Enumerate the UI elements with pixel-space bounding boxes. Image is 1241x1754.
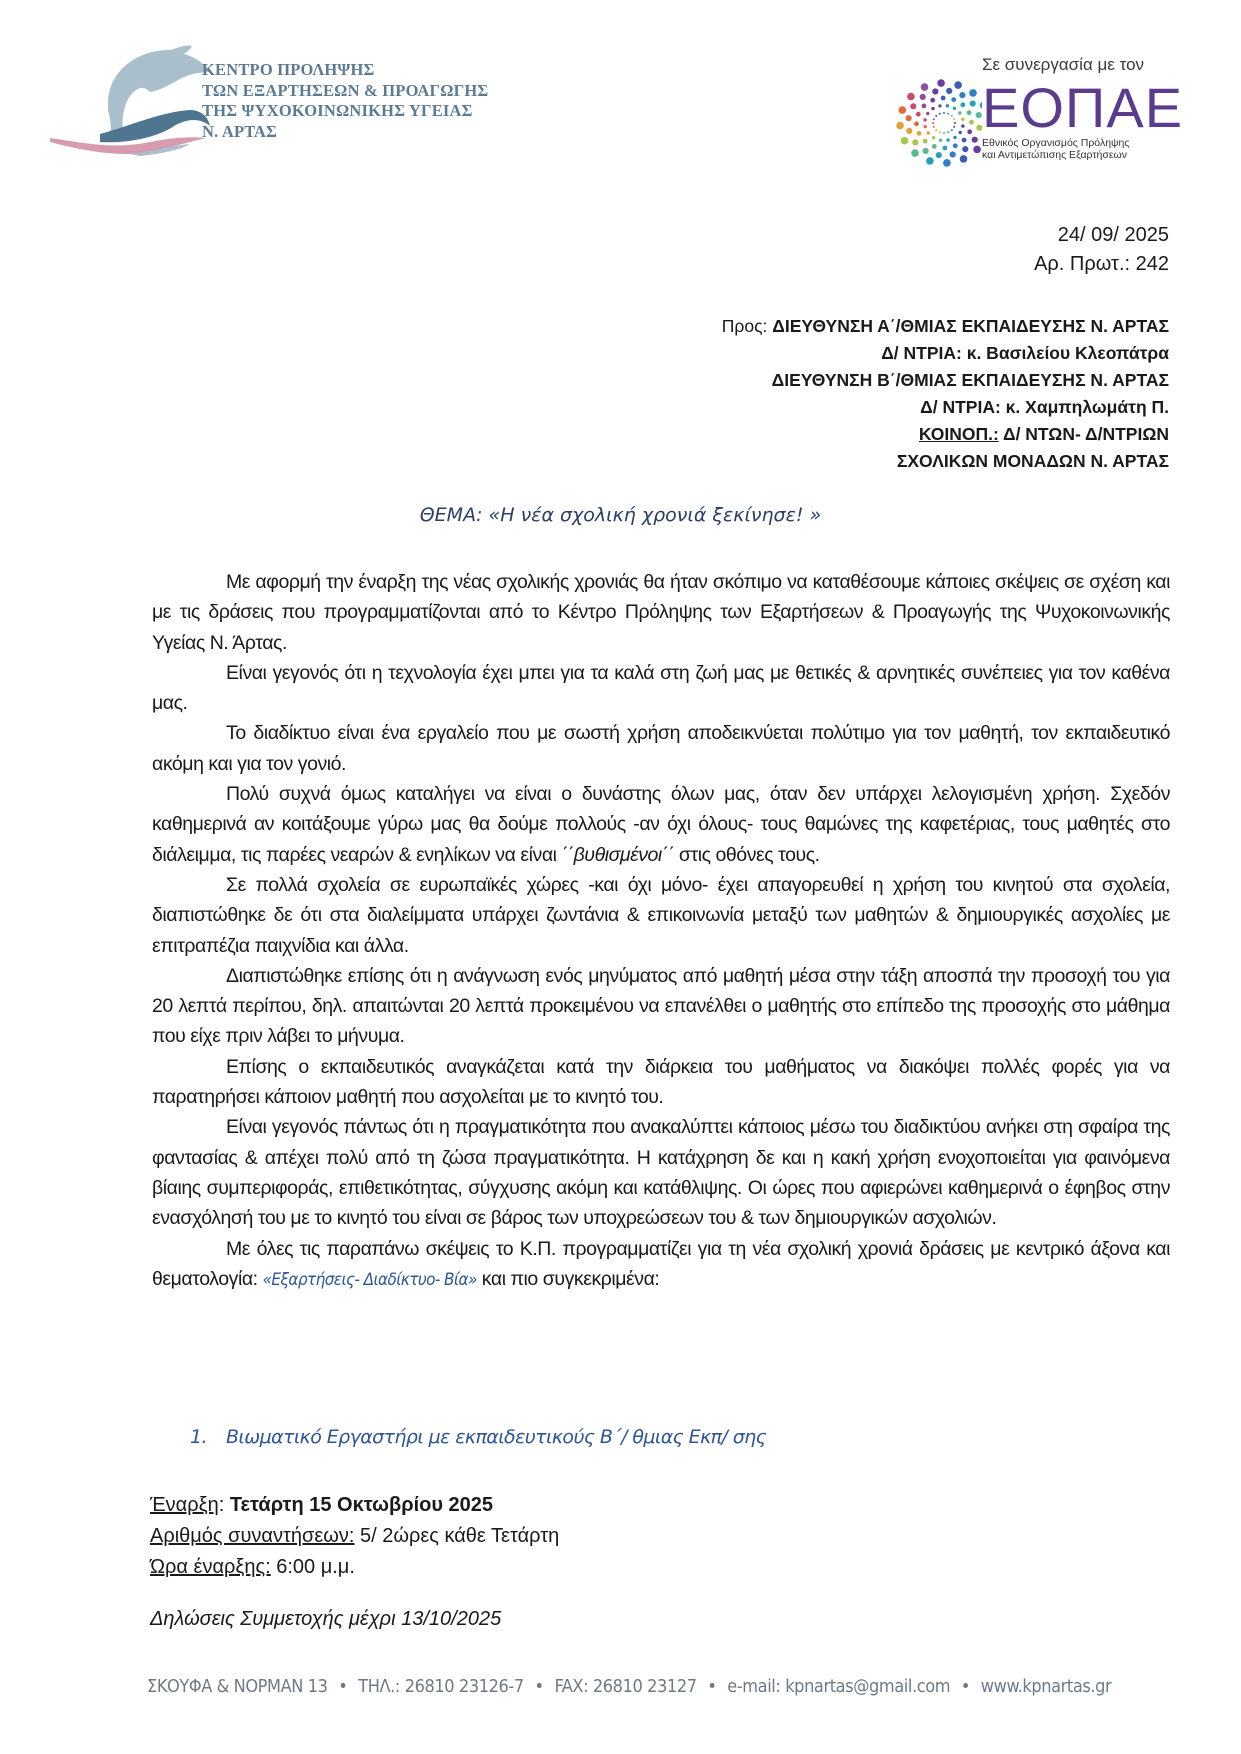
body-paragraph bbox=[152, 1234, 1170, 1296]
spiral-dot bbox=[967, 129, 972, 134]
paragraph-text: και πιο συγκεκριμένα: bbox=[476, 1267, 660, 1290]
recipient-line: ΔΙΕΥΘΥΝΣΗ Β΄/ΘΜΙΑΣ ΕΚΠΑΙΔΕΥΣΗΣ Ν. ΑΡΤΑΣ bbox=[771, 370, 1169, 390]
spiral-dot bbox=[926, 112, 929, 115]
spiral-dot bbox=[953, 136, 956, 139]
eopae-subtitle bbox=[982, 137, 1129, 161]
subject-heading: ΘΕΜΑ: «Η νέα σχολική χρονιά ξεκίνησε! » bbox=[419, 504, 822, 526]
paragraph-text: Πολύ συχνά όμως καταλήγει να είναι ο δυνάστης όλων μας, όταν δεν υπάρχει λελογισμένη χρήση. Σχεδόν καθημερινά αν κοιτάξουμε γύρω μας θα δούμε πολλούς -αν όχι όλους- τους θαμώνες της καφετέριας, τους μαθητές στο διάλειμμα, τις παρέες νεαρών & ενηλίκων να είναι bbox=[152, 783, 1170, 866]
spiral-dot bbox=[959, 131, 962, 134]
spiral-dot bbox=[962, 138, 967, 143]
spiral-dot bbox=[926, 157, 934, 165]
spiral-dot bbox=[961, 124, 964, 127]
spiral-dot bbox=[899, 106, 907, 114]
eopae-tagline: Σε συνεργασία με τον bbox=[982, 55, 1145, 74]
kp-org-name-line: ΤΗΣ ΨΥΧΟΚΟΙΝΩΝΙΚΗΣ ΥΓΕΙΑΣ bbox=[202, 101, 473, 120]
footer-fax: FAX: 26810 23127 bbox=[554, 1676, 697, 1697]
recipient-line: Δ/ ΝΤΡΙΑ: κ. Χαμπηλωμάτη Π. bbox=[920, 397, 1169, 417]
spiral-dot bbox=[931, 107, 934, 110]
spiral-dot bbox=[932, 136, 935, 139]
spiral-dot bbox=[911, 149, 919, 157]
detail-time bbox=[150, 1552, 559, 1583]
spiral-dot bbox=[943, 132, 945, 134]
spiral-dot bbox=[921, 83, 929, 91]
eopae-subtitle-line: Εθνικός Οργανισμός Πρόληψης bbox=[982, 137, 1130, 149]
spiral-dot bbox=[953, 107, 956, 110]
footer-separator: • bbox=[707, 1676, 717, 1697]
spiral-dot bbox=[953, 126, 955, 128]
spiral-dot bbox=[958, 111, 961, 114]
spiral-dot bbox=[946, 138, 949, 141]
cc-label: ΚΟΙΝΟΠ.: bbox=[918, 424, 999, 444]
spiral-dot bbox=[922, 104, 927, 109]
kp-logo bbox=[50, 42, 210, 157]
spiral-dot bbox=[946, 88, 952, 94]
letter-body bbox=[152, 567, 1170, 1295]
recipient-line: ΣΧΟΛΙΚΩΝ ΜΟΝΑΔΩΝ Ν. ΑΡΤΑΣ bbox=[896, 451, 1169, 471]
spiral-dot bbox=[917, 131, 922, 136]
spiral-dot bbox=[943, 112, 945, 114]
spiral-dot bbox=[939, 113, 941, 115]
spiral-dot bbox=[927, 131, 930, 134]
spiral-dot bbox=[951, 115, 953, 117]
spiral-dot bbox=[932, 88, 938, 94]
spiral-dot bbox=[938, 104, 941, 107]
footer-separator: • bbox=[534, 1676, 544, 1697]
spiral-dot bbox=[937, 79, 945, 87]
spiral-dot bbox=[906, 115, 912, 121]
spiral-dot bbox=[943, 146, 948, 151]
spiral-dot bbox=[932, 144, 937, 149]
spiral-dot bbox=[939, 139, 942, 142]
spiral-dot bbox=[933, 126, 935, 128]
footer-email[interactable]: e-mail: kpnartas@gmail.com bbox=[727, 1676, 951, 1697]
spiral-dot bbox=[967, 110, 972, 115]
spiral-dot bbox=[954, 81, 962, 89]
kp-org-name-line: ΚΕΝΤΡΟ ΠΡΟΛΗΨΗΣ bbox=[202, 60, 375, 79]
recipient-primary: ΔΙΕΥΘΥΝΣΗ Α΄/ΘΜΙΑΣ ΕΚΠΑΙΔΕΥΣΗΣ Ν. ΑΡΤΑΣ bbox=[772, 316, 1169, 336]
protocol-number: Αρ. Πρωτ.: 242 bbox=[1034, 253, 1169, 275]
detail-label: Ώρα έναρξης: bbox=[150, 1556, 271, 1578]
spiral-dot bbox=[935, 129, 937, 131]
spiral-dot bbox=[972, 137, 978, 143]
detail-meetings bbox=[150, 1521, 559, 1552]
recipient-line: Δ/ ΝΤΡΙΑ: κ. Βασιλείου Κλεοπάτρα bbox=[881, 343, 1169, 363]
spiral-dot bbox=[960, 155, 968, 163]
body-paragraph: Το διαδίκτυο είναι ένα εργαλείο που με σωστή χρήση αποδεικνύεται πολύτιμο για τον μαθητή, τον εκπαιδευτικό ακόμη και για τον γονιό. bbox=[152, 722, 1170, 775]
spiral-dot bbox=[923, 118, 926, 121]
footer-phone: ΤΗΛ.: 26810 23126-7 bbox=[358, 1676, 524, 1697]
body-paragraph: Επίσης ο εκπαιδευτικός αναγκάζεται κατά την διάρκεια του μαθήματος να διακόψει πολλές φορές για να παρατηρήσει κάποιον μαθητή που ασχολείται με το κινητό του. bbox=[152, 1055, 1170, 1109]
spiral-dot bbox=[970, 101, 976, 107]
registration-deadline: Δηλώσεις Συμμετοχής μέχρι 13/10/2025 bbox=[150, 1608, 502, 1630]
spiral-dot bbox=[950, 151, 956, 157]
item-title: Βιωματικό Εργαστήρι με εκπαιδευτικούς Β΄/ θμιας Εκπ/ σης bbox=[226, 1426, 767, 1448]
spiral-dot bbox=[907, 93, 915, 101]
spiral-dot bbox=[959, 92, 965, 98]
spiral-dot bbox=[906, 128, 912, 134]
spiral-dot bbox=[932, 122, 934, 124]
document-date: 24/ 09/ 2025 bbox=[1057, 224, 1169, 246]
spiral-dot bbox=[941, 96, 946, 101]
footer-address: ΣΚΟΥΦΑ & ΝΟΡΜΑΝ 13 bbox=[147, 1676, 328, 1697]
footer-separator: • bbox=[960, 1676, 971, 1697]
recipient-line bbox=[722, 313, 1169, 340]
spiral-dot bbox=[953, 118, 955, 120]
dolphin-waves-icon bbox=[50, 42, 210, 157]
kp-org-name-line: Ν. ΑΡΤΑΣ bbox=[202, 121, 277, 141]
kp-org-name bbox=[202, 60, 488, 142]
emphasis-text: ΄΄βυθισμένοι΄΄ bbox=[561, 843, 674, 866]
spiral-dot bbox=[951, 129, 953, 131]
spiral-dot bbox=[976, 112, 982, 118]
spiral-dot bbox=[933, 118, 935, 120]
paragraph-text: Με όλες τις παραπάνω σκέψεις το Κ.Π. προγραμματίζει για τη νέα σχολική χρονιά δράσεις με κεντρικό άξονα και θεματολογία: bbox=[152, 1237, 1170, 1290]
footer-contact bbox=[147, 1676, 1111, 1697]
recipients-block bbox=[722, 313, 1169, 475]
spiral-dot bbox=[923, 148, 929, 154]
spiral-dot bbox=[961, 118, 964, 121]
spiral-dot bbox=[910, 103, 916, 109]
spiral-dot bbox=[901, 137, 909, 145]
spiral-dot bbox=[916, 112, 921, 117]
body-paragraph: Είναι γεγονός ότι η τεχνολογία έχει μπει για τα καλά στη ζωή μας με θετικές & αρνητικές συνέπειες για τον καθένα μας. bbox=[152, 661, 1170, 715]
eopae-subtitle-line: και Αντιμετώπισης Εξαρτήσεων bbox=[982, 149, 1127, 161]
spiral-dot bbox=[930, 98, 935, 103]
body-paragraph: Διαπιστώθηκε επίσης ότι η ανάγνωση ενός μηνύματος από μαθητή μέσα στην τάξη αποσπά την προσοχή του για 20 λεπτά περίπου, δηλ. απαιτώνται 20 λεπτά προκειμένου να επανέλθει ο μαθητής στο επίπεδο της προσοχής στο μάθημα που είχε πριν λάβει το μήνυμα. bbox=[152, 964, 1170, 1048]
spiral-dot bbox=[912, 139, 918, 145]
to-label: Προς: bbox=[721, 316, 773, 336]
spiral-dot bbox=[935, 115, 937, 117]
paragraph-text: στις οθόνες τους. bbox=[673, 843, 820, 866]
footer-website[interactable]: www.kpnartas.gr bbox=[980, 1676, 1112, 1697]
spiral-dot bbox=[947, 131, 949, 133]
action-item-heading bbox=[190, 1426, 766, 1448]
detail-label: Έναρξη bbox=[150, 1494, 219, 1516]
spiral-dot bbox=[947, 113, 949, 115]
theme-text: «Εξαρτήσεις- Διαδίκτυο- Βία» bbox=[262, 1269, 477, 1290]
spiral-dot bbox=[953, 143, 958, 148]
item-number: 1. bbox=[190, 1426, 207, 1448]
detail-start bbox=[150, 1490, 559, 1521]
spiral-dot bbox=[973, 146, 981, 154]
event-details bbox=[150, 1490, 559, 1583]
spiral-dot bbox=[954, 122, 956, 124]
spiral-dot bbox=[923, 139, 928, 144]
body-paragraph bbox=[152, 779, 1170, 870]
cc-value: Δ/ ΝΤΩΝ- Δ/ΝΤΡΙΩΝ bbox=[998, 424, 1169, 444]
spiral-dot bbox=[960, 102, 965, 107]
spiral-dot bbox=[924, 125, 927, 128]
detail-value: 6:00 μ.μ. bbox=[270, 1556, 355, 1578]
spiral-dot bbox=[936, 152, 942, 158]
spiral-dot bbox=[962, 146, 968, 152]
detail-label: Αριθμός συναντήσεων: bbox=[150, 1525, 355, 1547]
spiral-dot bbox=[946, 104, 949, 107]
spiral-dot bbox=[914, 121, 919, 126]
spiral-dot bbox=[943, 159, 951, 167]
spiral-dot bbox=[969, 89, 977, 97]
spiral-dot bbox=[896, 122, 904, 130]
dotted-spiral-icon bbox=[882, 78, 982, 168]
footer-separator: • bbox=[338, 1676, 348, 1697]
spiral-dot bbox=[951, 97, 956, 102]
spiral-dot bbox=[920, 94, 926, 100]
detail-colon: : bbox=[218, 1494, 230, 1516]
detail-value: Τετάρτη 15 Οκτωβρίου 2025 bbox=[229, 1494, 494, 1516]
spiral-dot bbox=[969, 120, 974, 125]
body-paragraph: Σε πολλά σχολεία σε ευρωπαϊκές χώρες -και όχι μόνο- έχει απαγορευθεί η χρήση του κινητού στα σχολεία, διαπιστώθηκε δε ότι στα διαλείμματα υπάρχει ζωντάνια & επικοινωνία μεταξύ των μαθητών & δημιουργικές ασχολίες με επιτραπέζια παιχνίδια και άλλα. bbox=[152, 873, 1170, 957]
recipient-line bbox=[722, 421, 1169, 448]
body-paragraph: Με αφορμή την έναρξη της νέας σχολικής χρονιάς θα ήταν σκόπιμο να καταθέσουμε κάποιες σκέψεις σε σχέση και με τις δράσεις που προγραμματίζονται από το Κέντρο Πρόληψης των Εξαρτήσεων & Προαγωγής της Ψυχοκοινωνικής Υγείας Ν. Άρτας. bbox=[152, 571, 1170, 654]
body-paragraph: Είναι γεγονός πάντως ότι η πραγματικότητα που ανακαλύπτει κάποιος μέσω του διαδικτύου ανήκει στη σφαίρα της φαντασίας & απέχει πολύ από τη ζώσα πραγματικότητα. Η κατάχρηση δε και η κακή χρήση ενοχοποιείται για φαινόμενα βίαιης συμπεριφοράς, επιθετικότητας, σύγχυσης ακόμη και κατάθλιψης. Οι ώρες που αφιερώνει καθημερινά ο έφηβος στην ενασχόλησή του με το κινητό του είναι σε βάρος των υποχρεώσεων του & των δημιουργικών ασχολιών. bbox=[152, 1116, 1170, 1230]
detail-value: 5/ 2ώρες κάθε Τετάρτη bbox=[354, 1525, 560, 1547]
spiral-dot bbox=[939, 131, 941, 133]
eopae-logo-word: ΕΟΠΑΕ bbox=[982, 76, 1184, 139]
kp-org-name-line: ΤΩΝ ΕΞΑΡΤΗΣΕΩΝ & ΠΡΟΑΓΩΓΗΣ bbox=[202, 80, 489, 100]
